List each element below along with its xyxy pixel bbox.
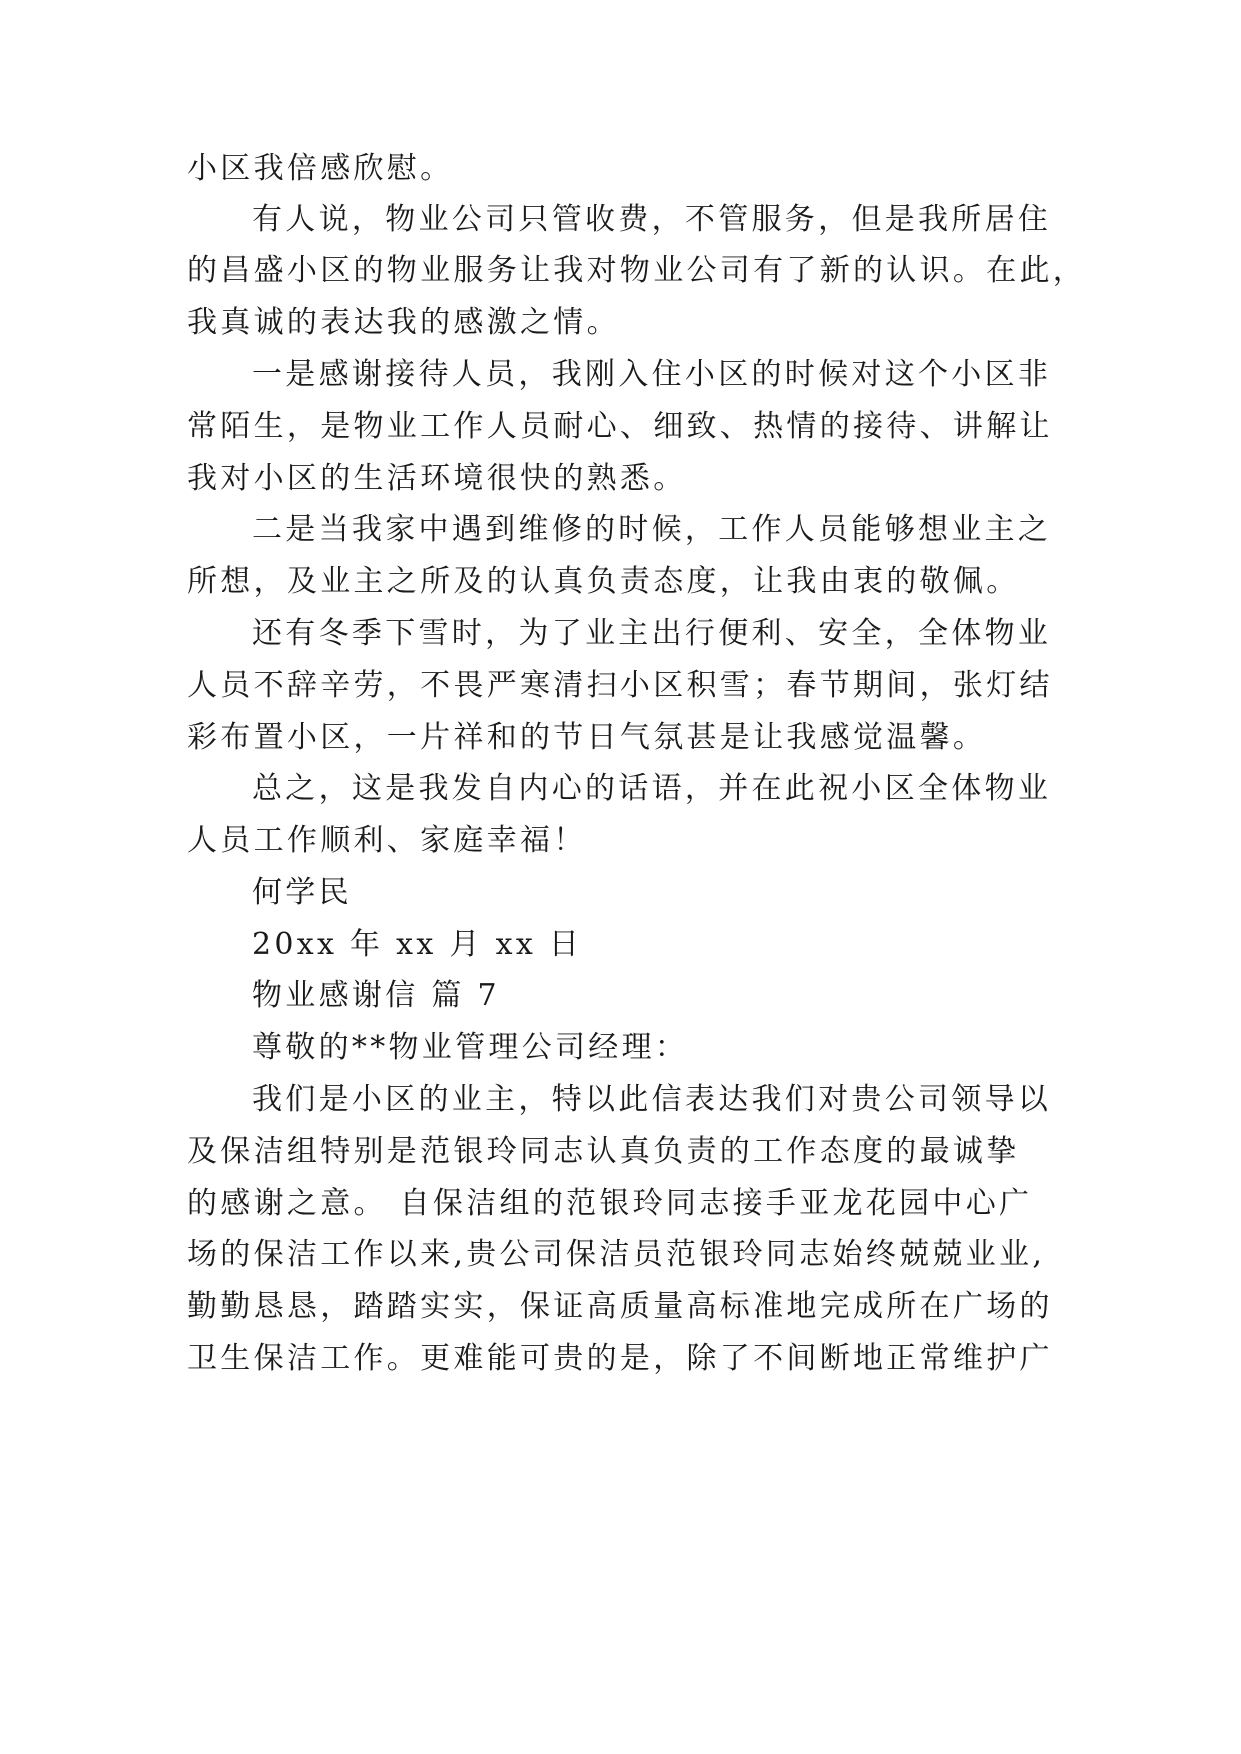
text-line: 卫生保洁工作。更难能可贵的是，除了不间断地正常维护广	[187, 1341, 1053, 1376]
paragraph-first-line: 一是感谢接待人员，我刚入住小区的时候对这个小区非	[252, 357, 1052, 392]
text-line: 我对小区的生活环境很快的熟悉。	[187, 461, 687, 496]
text-line: 的昌盛小区的物业服务让我对物业公司有了新的认识。在此，	[187, 253, 1087, 288]
text-line: 所想，及业主之所及的认真负责态度，让我由衷的敬佩。	[187, 564, 1020, 599]
text-line: 及保洁组特别是范银玲同志认真负责的工作态度的最诚挚	[187, 1134, 1020, 1169]
text-line: 彩布置小区，一片祥和的节日气氛甚是让我感觉温馨。	[187, 720, 987, 755]
text-line: 我真诚的表达我的感激之情。	[187, 305, 620, 340]
text-line: 勤勤恳恳，踏踏实实，保证高质量高标准地完成所在广场的	[187, 1289, 1053, 1324]
section-title: 物业感谢信 篇 7	[252, 978, 500, 1013]
signature-name: 何学民	[252, 875, 352, 910]
letter-salutation: 尊敬的**物业管理公司经理：	[252, 1030, 689, 1065]
paragraph-first-line: 总之，这是我发自内心的话语，并在此祝小区全体物业	[252, 771, 1052, 806]
paragraph-first-line: 还有冬季下雪时，为了业主出行便利、安全，全体物业	[252, 616, 1052, 651]
paragraph-first-line: 有人说，物业公司只管收费，不管服务，但是我所居住	[252, 202, 1052, 237]
text-line: 的感谢之意。 自保洁组的范银玲同志接手亚龙花园中心广	[187, 1186, 1033, 1221]
text-line: 人员不辞辛劳，不畏严寒清扫小区积雪；春节期间，张灯结	[187, 668, 1053, 703]
text-line: 场的保洁工作以来,贵公司保洁员范银玲同志始终兢兢业业,	[187, 1237, 1046, 1272]
text-line: 人员工作顺利、家庭幸福！	[187, 823, 587, 858]
paragraph-first-line: 二是当我家中遇到维修的时候，工作人员能够想业主之	[252, 512, 1052, 547]
text-line: 小区我倍感欣慰。	[187, 151, 454, 186]
signature-date: 20xx 年 xx 月 xx 日	[252, 927, 583, 962]
text-line: 常陌生，是物业工作人员耐心、细致、热情的接待、讲解让	[187, 409, 1053, 444]
paragraph-first-line: 我们是小区的业主，特以此信表达我们对贵公司领导以	[252, 1082, 1052, 1117]
